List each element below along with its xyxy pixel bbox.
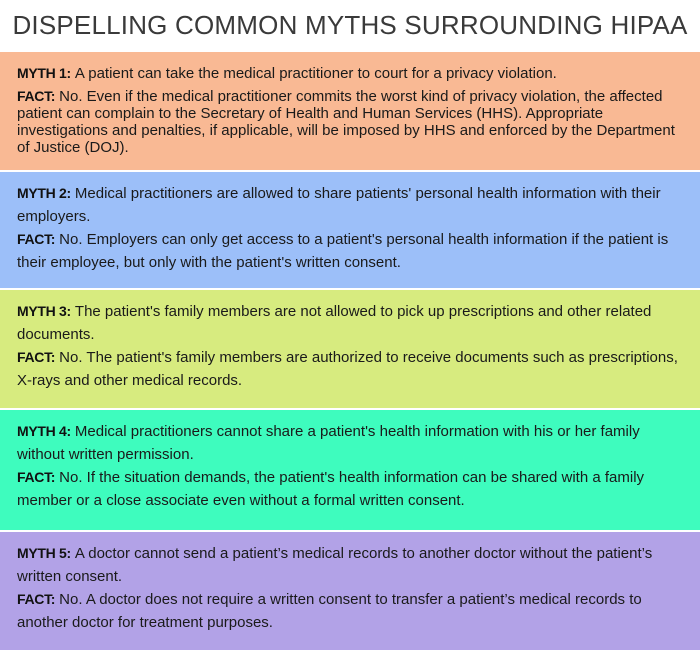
myth-1-statement xyxy=(17,62,688,85)
fact-5-label: FACT: xyxy=(17,591,56,607)
fact-5-text: No. A doctor does not require a written consent to transfer a patient’s medical records to another doctor for treatment purposes. xyxy=(17,591,642,631)
page-title: DISPELLING COMMON MYTHS SURROUNDING HIPAA xyxy=(12,10,688,40)
myth-3-fact xyxy=(17,346,688,392)
myth-5-label: MYTH 5: xyxy=(17,545,71,561)
myth-5-statement xyxy=(17,542,688,588)
myth-1-fact xyxy=(17,88,688,156)
fact-2-label: FACT: xyxy=(17,231,56,247)
fact-1-text: No. Even if the medical practitioner commits the worst kind of privacy violation, the affected patient can complain to the Secretary of Health and Human Services (HHS). Appropriate investigations and penalties, if applicable, will be imposed by HHS and enforced by the Department of Justice (DOJ). xyxy=(17,88,675,156)
myth-4-panel xyxy=(0,408,700,530)
myth-3-label: MYTH 3: xyxy=(17,303,71,319)
myth-5-text: A doctor cannot send a patient’s medical records to another doctor without the patient’s written consent. xyxy=(17,545,653,585)
myth-4-label: MYTH 4: xyxy=(17,423,71,439)
myth-5-fact xyxy=(17,588,688,634)
fact-4-text: No. If the situation demands, the patient's health information can be shared with a family member or a close associate even without a formal written consent. xyxy=(17,469,645,509)
myth-1-label: MYTH 1: xyxy=(17,65,71,81)
myth-4-fact xyxy=(17,466,688,512)
myth-3-text: The patient's family members are not allowed to pick up prescriptions and other related documents. xyxy=(17,303,652,343)
myth-4-statement xyxy=(17,420,688,466)
myth-2-statement xyxy=(17,182,688,228)
myth-2-text: Medical practitioners are allowed to share patients' personal health information with their employers. xyxy=(17,185,661,225)
fact-4-label: FACT: xyxy=(17,469,56,485)
myth-2-label: MYTH 2: xyxy=(17,185,71,201)
fact-3-label: FACT: xyxy=(17,349,56,365)
myth-4-text: Medical practitioners cannot share a patient's health information with his or her family without written permission. xyxy=(17,423,640,463)
fact-3-text: No. The patient's family members are authorized to receive documents such as prescriptions, X-rays and other medical records. xyxy=(17,349,678,389)
myth-3-statement xyxy=(17,300,688,346)
fact-1-label: FACT: xyxy=(17,88,56,104)
myth-2-fact xyxy=(17,228,688,274)
myth-1-text: A patient can take the medical practitioner to court for a privacy violation. xyxy=(74,65,557,82)
myth-1-panel xyxy=(0,50,700,170)
myth-3-panel xyxy=(0,288,700,408)
myth-2-panel xyxy=(0,170,700,288)
fact-2-text: No. Employers can only get access to a patient's personal health information if the patient is their employee, but only with the patient's written consent. xyxy=(17,231,669,271)
myth-5-panel xyxy=(0,530,700,650)
